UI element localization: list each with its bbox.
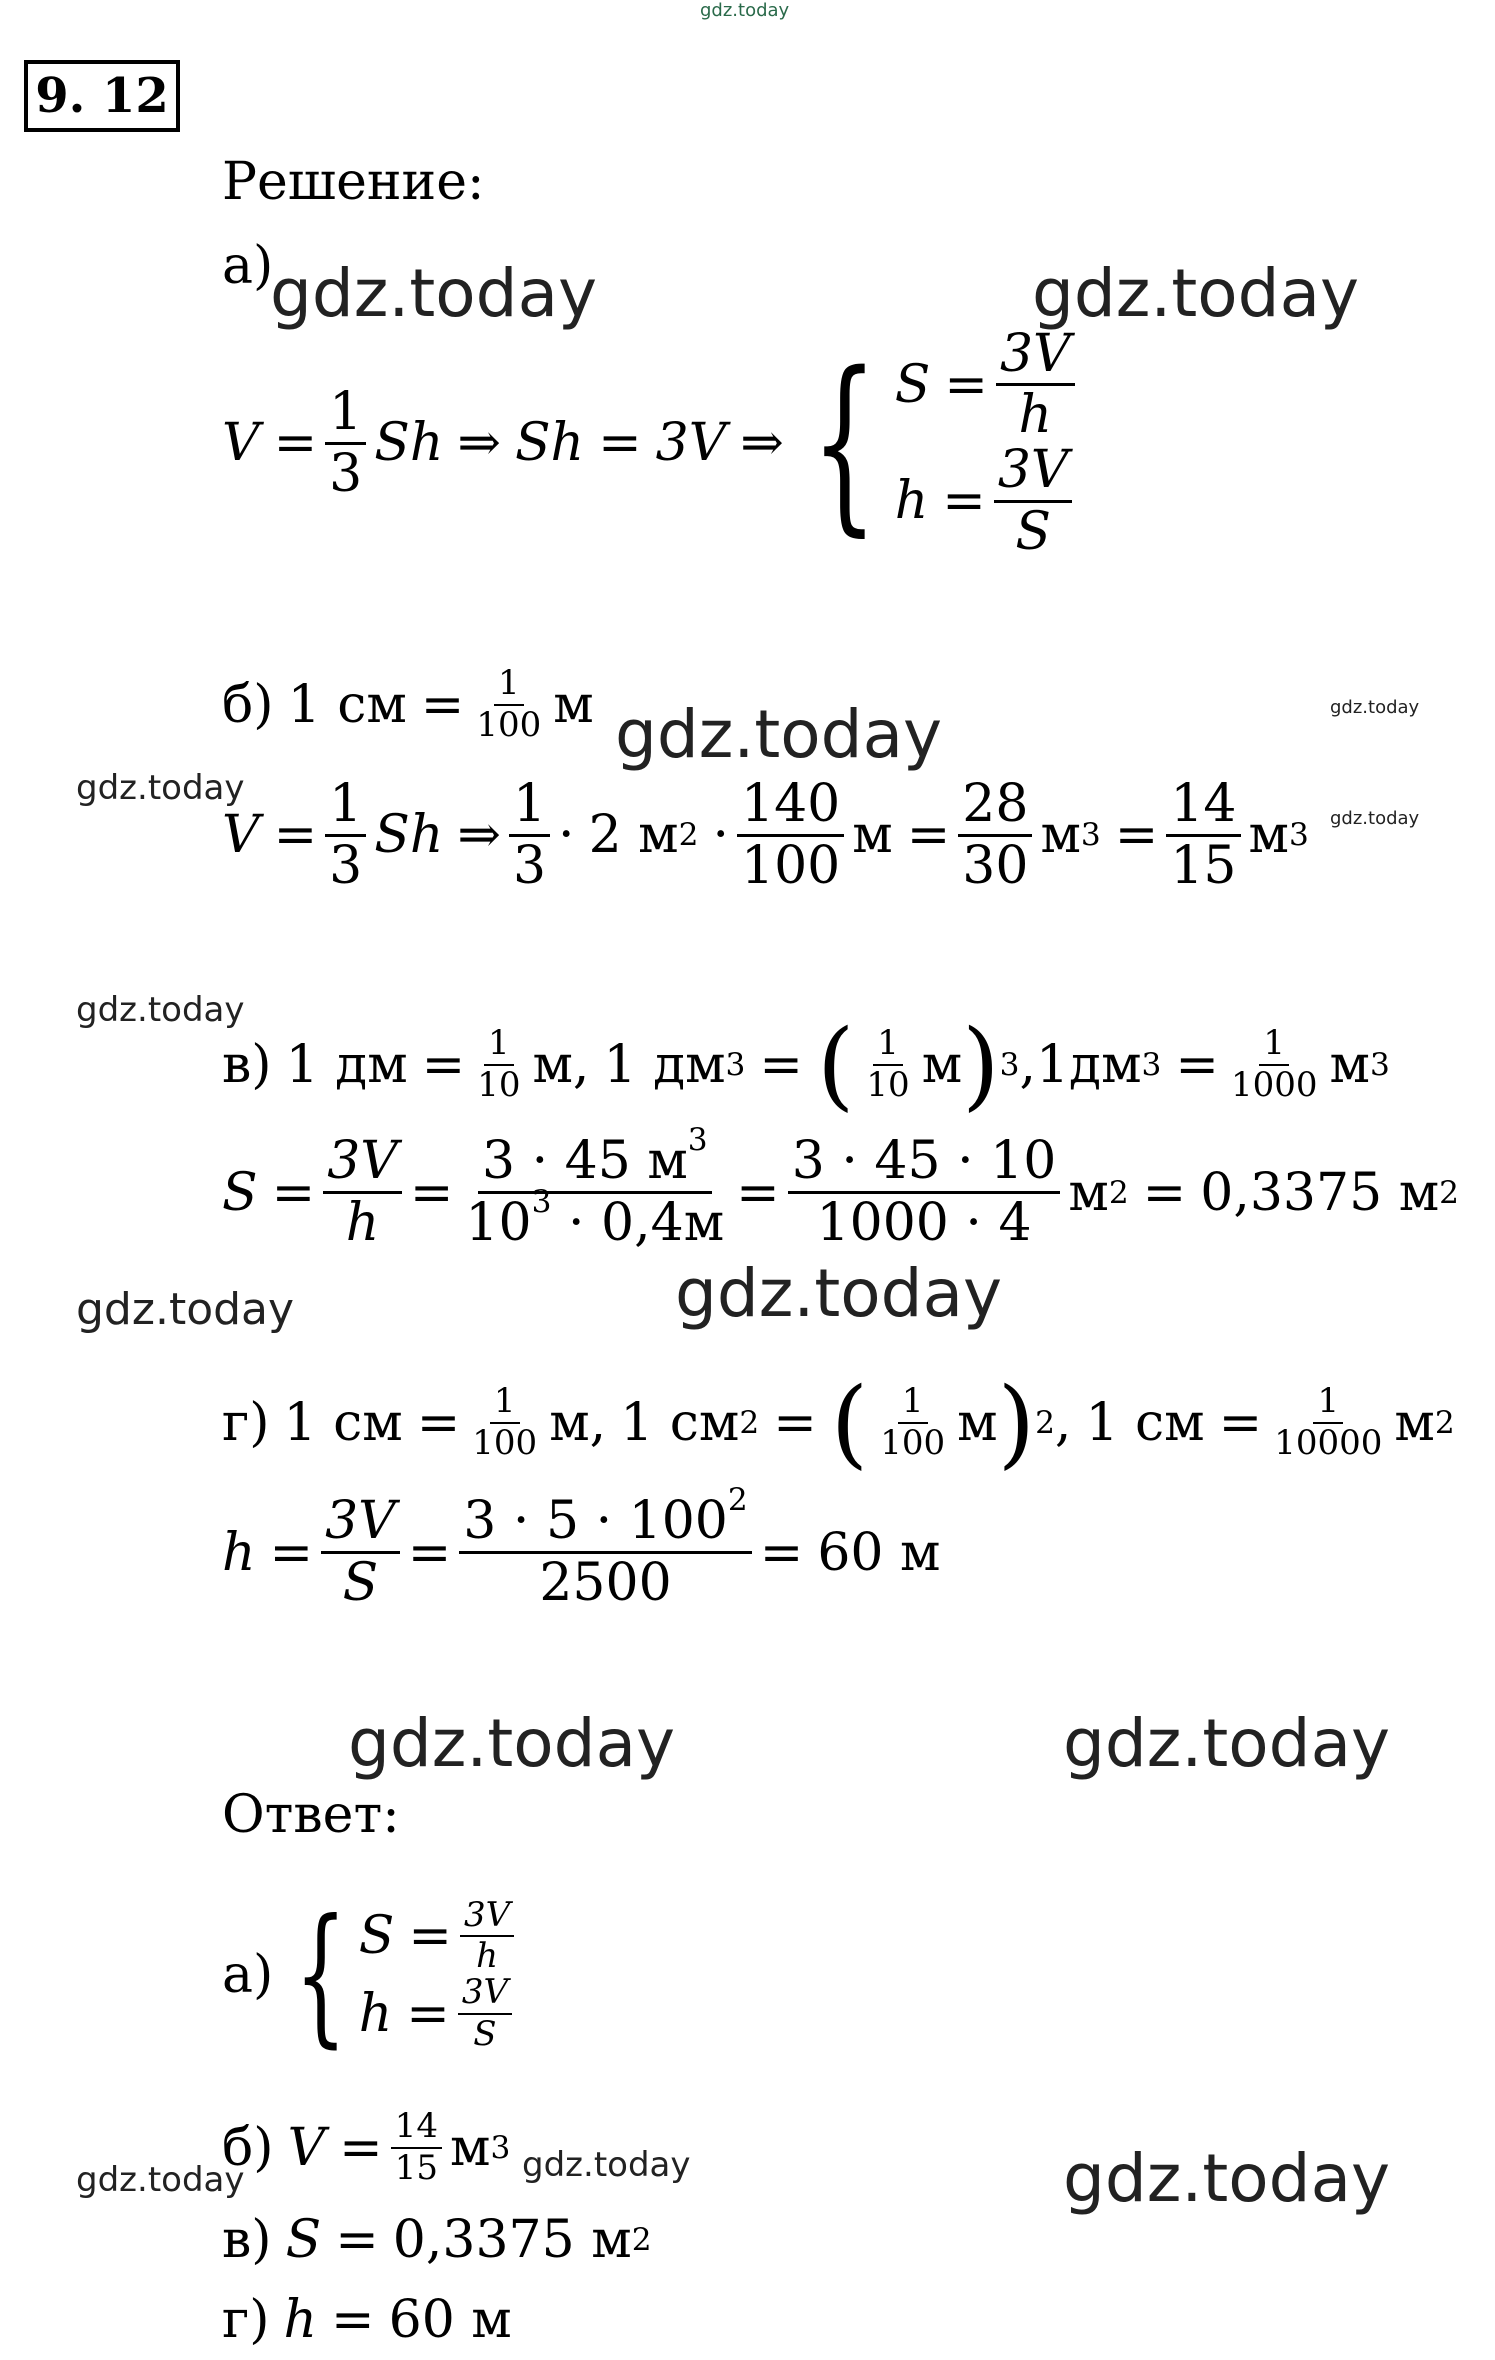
answer-a: а) { S = $\frac{3V}{h}$ h = $\frac{3V}{S}$ (222, 1860, 522, 2090)
watermark: gdz.today (76, 768, 245, 808)
answer-b: б) V = $\frac{14}{15}$ м 3 (222, 2105, 511, 2188)
part-g-conversion: г) 1 см = $\frac{1}{100}$ м, 1 см 2 = ( $\frac{1}{100}$ м ) 2 , 1 см = $\frac{1}{10000}$ м 2 (222, 1367, 1455, 1479)
equation-system: S = $\frac{3V}{h}$ h = $\frac{3V}{S}$ (895, 327, 1083, 559)
answer-g: г) h = 60 м (222, 2290, 512, 2350)
watermark: gdz.today (76, 2160, 245, 2200)
watermark: gdz.today (1032, 255, 1360, 332)
watermark-top: gdz.today (700, 0, 790, 21)
task-number: 9. 12 (35, 68, 169, 124)
part-a-label: а) (222, 236, 274, 296)
fraction: $\frac{1}{3}$ (325, 385, 366, 501)
task-number-box (24, 60, 180, 132)
part-g-height: h = $\frac{3V}{S}$ = $\frac{3 \cdot 5 \cdot 100^2}{2500}$ = 60 м (222, 1482, 941, 1613)
watermark: gdz.today (348, 1705, 676, 1782)
answer-heading: Ответ: (222, 1785, 400, 1845)
watermark: gdz.today (675, 1255, 1003, 1332)
watermark: gdz.today (76, 990, 245, 1030)
solution-heading: Решение: (222, 152, 485, 212)
system-brace: { (811, 332, 878, 553)
watermark: gdz.today (615, 696, 943, 773)
part-b-volume: V = $\frac{1}{3}$ Sh ⇒ $\frac{1}{3}$ · 2 м 2 · $\frac{140}{100}$ м = $\frac{28}{30}$ м 3 = $\frac{14}{15}$ м 3 (222, 773, 1309, 896)
watermark: gdz.today (1330, 808, 1420, 829)
watermark: gdz.today (1063, 2140, 1391, 2217)
part-b-conversion: б) 1 см = $\frac{1}{100}$ м (222, 663, 594, 745)
watermark: gdz.today (1063, 1705, 1391, 1782)
part-v-area: S = $\frac{3V}{h}$ = $\frac{3 \cdot 45 м^3}{10^3 \cdot 0,4м}$ = $\frac{3 \cdot 45 \cdot 10}{1000 \cdot 4}$ м 2 = 0,3375 м 2 (222, 1122, 1460, 1253)
answer-v: в) S = 0,3375 м 2 (222, 2210, 652, 2270)
watermark: gdz.today (522, 2145, 691, 2185)
part-v-conversion: в) 1 дм = $\frac{1}{10}$ м, 1 дм 3 = ( $\frac{1}{10}$ м ) 3 , 1дм 3 = $\frac{1}{1000}$ м 3 (222, 1009, 1390, 1121)
watermark: gdz.today (270, 255, 598, 332)
formula-a: V = $\frac{1}{3}$ Sh ⇒ Sh = 3V ⇒ { S = $\frac{3V}{h}$ h = $\frac{3V}{S}$ (222, 298, 1083, 588)
watermark: gdz.today (1330, 697, 1420, 718)
watermark: gdz.today (76, 1284, 295, 1335)
